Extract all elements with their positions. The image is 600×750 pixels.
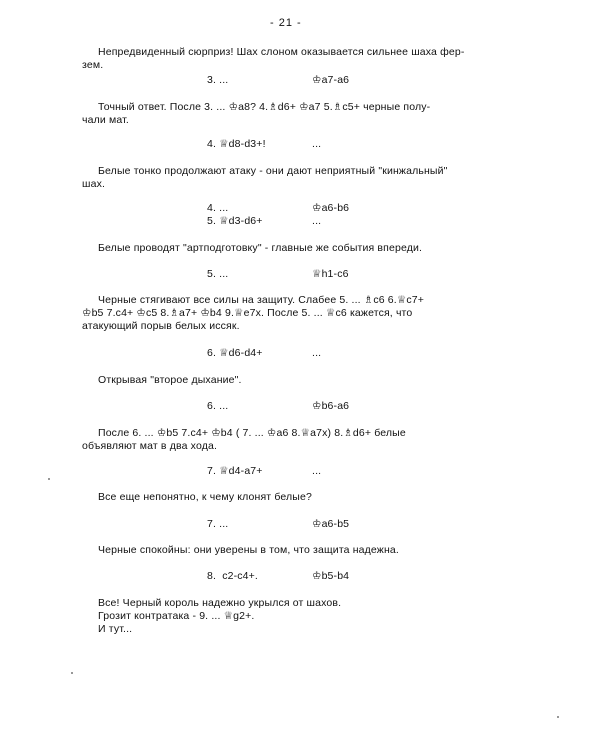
black-move: ... (312, 215, 322, 227)
black-move: ♔a6-b6 (312, 202, 350, 214)
white-move: 4. ♕d8-d3+! (207, 138, 266, 150)
paragraph-line: чали мат. (82, 114, 129, 126)
move-number: 6. ... (207, 400, 229, 412)
paragraph-line: Непредвиденный сюрприз! Шах слоном оказывается сильнее шаха фер- (98, 46, 465, 58)
black-move: ♕h1-c6 (312, 268, 349, 280)
paragraph-line: Открывая "второе дыхание". (98, 374, 242, 386)
paragraph-line: Белые проводят "артподготовку" - главные же события впереди. (98, 242, 423, 254)
white-move: 7. ♕d4-a7+ (207, 465, 263, 477)
paragraph-line: зем. (82, 59, 104, 71)
paragraph-line: объявляют мат в два хода. (82, 440, 218, 452)
paragraph-line: атакующий порыв белых иссяк. (82, 320, 240, 332)
black-move: ... (312, 465, 322, 477)
paragraph-line: шах. (82, 178, 106, 190)
paragraph-line: Точный ответ. После 3. ... ♔a8? 4.♗d6+ ♔a7 5.♗c5+ черные полу- (98, 101, 431, 113)
black-move: ... (312, 347, 322, 359)
paragraph-line: После 6. ... ♔b5 7.c4+ ♔b4 ( 7. ... ♔a6 8.♕a7x) 8.♗d6+ белые (98, 427, 406, 439)
black-move: ♔a6-b5 (312, 518, 350, 530)
move-number: 7. ... (207, 518, 229, 530)
paragraph-line: И тут... (98, 623, 133, 635)
move-number: 4. ... (207, 202, 229, 214)
paragraph-line: Все еще непонятно, к чему клонят белые? (98, 491, 312, 503)
white-move: 6. ♕d6-d4+ (207, 347, 263, 359)
paragraph-line: Грозит контратака - 9. ... ♕g2+. (98, 610, 255, 622)
black-move: ♔b6-a6 (312, 400, 350, 412)
scan-speck (71, 672, 73, 674)
black-move: ... (312, 138, 322, 150)
black-move: ♔b5-b4 (312, 570, 350, 582)
paragraph-line: Все! Черный король надежно укрылся от шахов. (98, 597, 342, 609)
paragraph-line: Черные спокойны: они уверены в том, что защита надежна. (98, 544, 399, 556)
black-move: ♔a7-a6 (312, 74, 350, 86)
move-number: 3. ... (207, 74, 229, 86)
white-move: 5. ♕d3-d6+ (207, 215, 263, 227)
paragraph-line: Черные стягивают все силы на защиту. Слабее 5. ... ♗c6 6.♕c7+ (98, 294, 425, 306)
paragraph-line: ♔b5 7.c4+ ♔c5 8.♗a7+ ♔b4 9.♕e7x. После 5. ... ♕c6 кажется, что (82, 307, 413, 319)
paragraph-line: Белые тонко продолжают атаку - они дают неприятный "кинжальный" (98, 165, 448, 177)
scan-speck (48, 478, 50, 480)
white-move: 8. c2-c4+. (207, 570, 258, 582)
page-number: - 21 - (270, 17, 302, 29)
scan-speck (557, 716, 559, 718)
move-number: 5. ... (207, 268, 229, 280)
